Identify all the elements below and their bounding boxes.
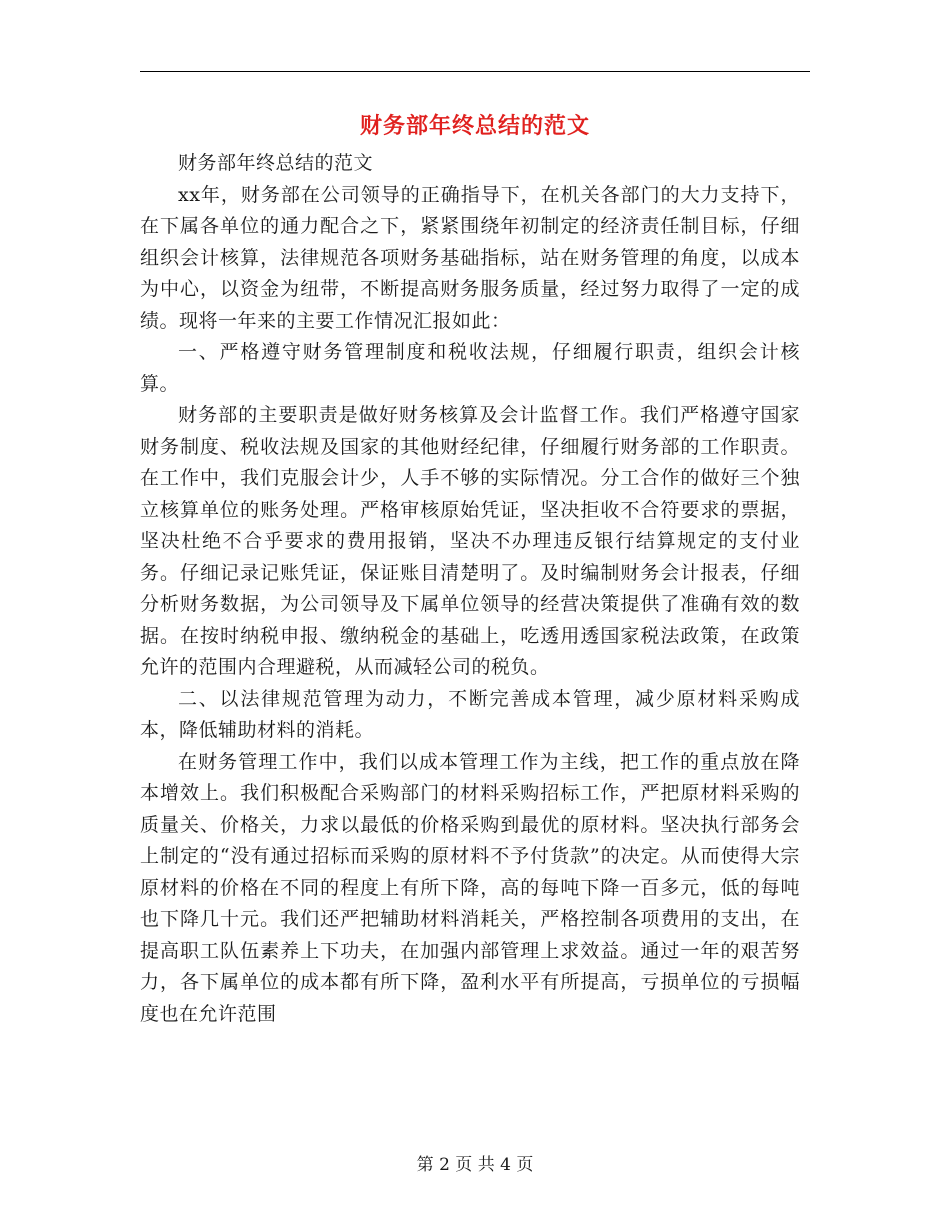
body-paragraph: 财务部的主要职责是做好财务核算及会计监督工作。我们严格遵守国家财务制度、税收法规及国家的其他财经纪律，仔细履行财务部的工作职责。在工作中，我们克服会计少，人手不够的实际情况。分工合作的做好三个独立核算单位的账务处理。严格审核原始凭证，坚决拒收不合符要求的票据，坚决杜绝不合乎要求的费用报销，坚决不办理违反银行结算规定的支付业务。仔细记录记账凭证，保证账目清楚明了。及时编制财务会计报表，仔细分析财务数据，为公司领导及下属单位领导的经营决策提供了准确有效的数据。在按时纳税申报、缴纳税金的基础上，吃透用透国家税法政策，在政策允许的范围内合理避税，从而减轻公司的税负。 [140,404,800,678]
body-paragraph: 在财务管理工作中，我们以成本管理工作为主线，把工作的重点放在降本增效上。我们积极配合采购部门的材料采购招标工作，严把原材料采购的质量关、价格关，力求以最低的价格采购到最优的原材料。坚决执行部务会上制定的“没有通过招标而采购的原材料不予付货款”的决定。从而使得大宗原材料的价格在不同的程度上有所下降，高的每吨下降一百多元，低的每吨也下降几十元。我们还严把辅助材料消耗关，严格控制各项费用的支出，在提高职工队伍素养上下功夫，在加强内部管理上求效益。通过一年的艰苦努力，各下属单位的成本都有所下降，盈利水平有所提高，亏损单位的亏损幅度也在允许范围 [140,750,800,1025]
body-paragraph: 财务部年终总结的范文 [178,152,374,174]
document-body [140,148,800,1030]
footer-page-number: 2 [439,1155,450,1175]
document-title: 财务部年终总结的范文 [359,113,590,139]
footer-suffix: 页 [516,1155,534,1175]
footer-prefix: 第 [416,1155,434,1175]
footer-total-pages: 4 [500,1155,511,1175]
body-paragraph: xx年，财务部在公司领导的正确指导下，在机关各部门的大力支持下，在下属各单位的通力配合之下，紧紧围绕年初制定的经济责任制目标，仔细组织会计核算，法律规范各项财务基础指标，站在财务管理的角度，以成本为中心，以资金为纽带，不断提高财务服务质量，经过努力取得了一定的成绩。现将一年来的主要工作情况汇报如此： [140,183,800,332]
header-rule [140,71,810,72]
footer-middle: 页 共 [455,1155,495,1175]
section-heading: 二、以法律规范管理为动力，不断完善成本管理，减少原材料采购成本，降低辅助材料的消耗。 [140,687,800,741]
section-heading: 一、严格遵守财务管理制度和税收法规，仔细履行职责，组织会计核算。 [140,341,800,395]
page-footer [140,1153,810,1177]
